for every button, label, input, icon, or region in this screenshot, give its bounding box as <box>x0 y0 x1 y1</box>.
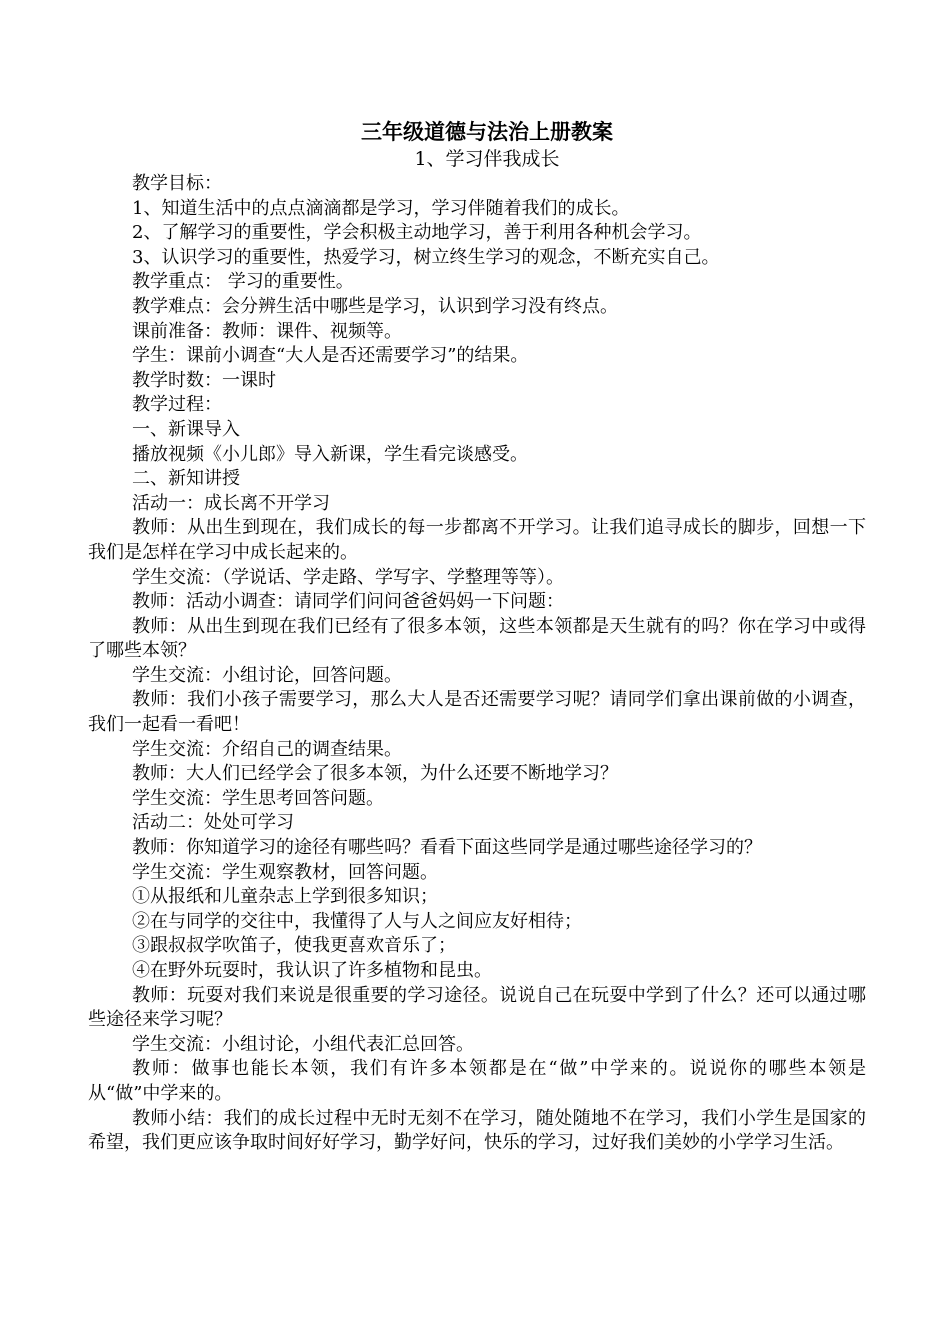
paragraph: 1、知道生活中的点点滴滴都是学习，学习伴随着我们的成长。 <box>132 197 630 219</box>
paragraph: 教师：从出生到现在我们已经有了很多本领，这些本领都是天生就有的吗？你在学习中或得了哪些本领？ <box>88 615 866 662</box>
lesson-title: 1、学习伴我成长 <box>414 148 560 170</box>
paragraph: ③跟叔叔学吹笛子，使我更喜欢音乐了； <box>132 935 456 957</box>
paragraph: ①从报纸和儿童杂志上学到很多知识； <box>132 886 438 908</box>
paragraph: 教师：做事也能长本领，我们有许多本领都是在“做”中学来的。说说你的哪些本领是从“做”中学来的。 <box>88 1058 866 1104</box>
paragraph: 2、了解学习的重要性，学会积极主动地学习，善于利用各种机会学习。 <box>132 222 702 244</box>
paragraph: 活动一：成长离不开学习 <box>132 492 330 514</box>
paragraph: 一、新课导入 <box>132 418 240 440</box>
paragraph: 教师：我们小孩子需要学习，那么大人是否还需要学习呢？请同学们拿出课前做的小调查，我们一起看一看吧！ <box>88 689 866 736</box>
paragraph: 教师：从出生到现在，我们成长的每一步都离不开学习。让我们追寻成长的脚步，回想一下我们是怎样在学习中成长起来的。 <box>88 517 866 563</box>
paragraph: 教学时数：一课时 <box>132 369 276 391</box>
paragraph: 学生交流：学生观察教材，回答问题。 <box>132 861 438 883</box>
paragraph: 教师：你知道学习的途径有哪些吗？看看下面这些同学是通过哪些途径学习的？ <box>132 837 762 859</box>
paragraph: 教学过程： <box>132 394 222 416</box>
document-title: 三年级道德与法治上册教案 <box>361 119 613 144</box>
paragraph: 学生：课前小调查“大人是否还需要学习”的结果。 <box>132 345 529 367</box>
document-page <box>88 118 866 1156</box>
paragraph: 教学目标： <box>132 173 222 194</box>
paragraph: 学生交流：介绍自己的调查结果。 <box>132 738 402 760</box>
paragraph: 二、新知讲授 <box>132 468 240 490</box>
paragraph: 教学难点：会分辨生活中哪些是学习，认识到学习没有终点。 <box>132 295 618 317</box>
paragraph: 教师：活动小调查：请同学们问问爸爸妈妈一下问题： <box>132 591 564 613</box>
document-body <box>88 172 866 1156</box>
paragraph: 3、认识学习的重要性，热爱学习，树立终生学习的观念，不断充实自己。 <box>132 246 720 268</box>
paragraph: 学生交流：小组讨论，小组代表汇总回答。 <box>132 1033 474 1055</box>
paragraph: 播放视频《小儿郎》导入新课，学生看完谈感受。 <box>132 443 528 465</box>
paragraph: ②在与同学的交往中，我懂得了人与人之间应友好相待； <box>132 910 582 932</box>
paragraph: 课前准备：教师：课件、视频等。 <box>132 320 402 342</box>
paragraph: 学生交流：小组讨论，回答问题。 <box>132 664 402 686</box>
paragraph: 教师：玩耍对我们来说是很重要的学习途径。说说自己在玩耍中学到了什么？还可以通过哪些途径来学习呢？ <box>88 984 866 1031</box>
paragraph: 教学重点： 学习的重要性。 <box>132 271 354 293</box>
paragraph: 活动二：处处可学习 <box>132 812 294 834</box>
paragraph: 教师小结：我们的成长过程中无时无刻不在学习，随处随地不在学习，我们小学生是国家的希望，我们更应该争取时间好好学习，勤学好问，快乐的学习，过好我们美妙的小学学习生活。 <box>88 1107 866 1154</box>
paragraph: ④在野外玩耍时，我认识了许多植物和昆虫。 <box>132 960 492 981</box>
paragraph: 学生交流：学生思考回答问题。 <box>132 787 384 809</box>
paragraph: 教师：大人们已经学会了很多本领，为什么还要不断地学习？ <box>132 763 618 785</box>
paragraph: 学生交流：（学说话、学走路、学写字、学整理等等）。 <box>132 566 564 588</box>
